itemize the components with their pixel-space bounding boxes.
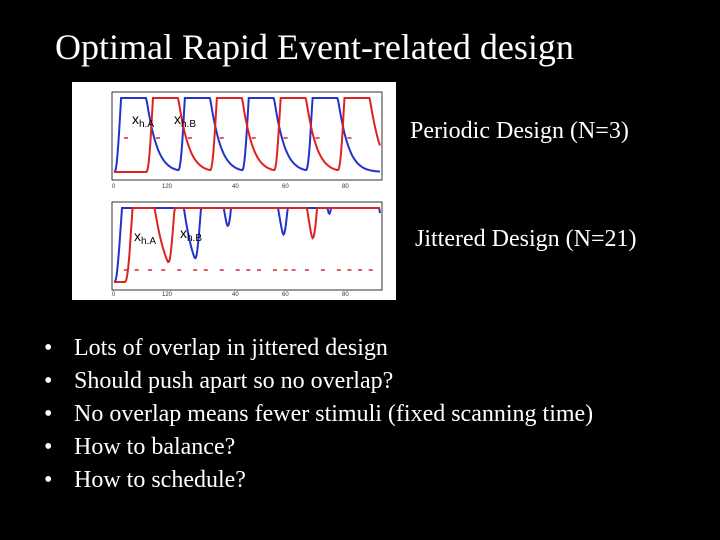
bullet-dot: • (44, 401, 53, 427)
periodic-xtick: 40 (232, 184, 239, 190)
response-plots-figure (72, 82, 396, 300)
periodic-xtick: 120 (162, 184, 173, 190)
periodic-label-b: $x_{h.B}$ (174, 111, 197, 130)
periodic-xtick: 60 (282, 184, 289, 190)
jittered-xtick: 60 (282, 292, 289, 298)
bullet-dot: • (44, 467, 53, 493)
bullet-item (44, 431, 593, 464)
bullet-dot: • (44, 368, 53, 394)
bullet-text: How to schedule? (74, 467, 246, 493)
jittered-xtick: 80 (342, 292, 349, 298)
periodic-xtick: 80 (342, 184, 349, 190)
slide-title: Optimal Rapid Event-related design (55, 27, 574, 67)
periodic-plot (112, 92, 382, 190)
bullet-text: Lots of overlap in jittered design (74, 335, 388, 361)
periodic-design-caption: Periodic Design (N=3) (410, 118, 629, 144)
jittered-xtick: 40 (232, 292, 239, 298)
periodic-xtick: 0 (112, 184, 116, 190)
bullet-text: Should push apart so no overlap? (74, 368, 394, 394)
bullet-dot: • (44, 335, 53, 361)
jittered-plot (112, 202, 382, 298)
bullet-item (44, 365, 593, 398)
jittered-design-caption: Jittered Design (N=21) (415, 226, 637, 252)
periodic-label-a: $x_{h.A}$ (132, 111, 155, 130)
bullet-text: How to balance? (74, 434, 236, 460)
bullet-item (44, 464, 593, 497)
jittered-label-a: $x_{h.A}$ (134, 228, 157, 247)
bullet-dot: • (44, 434, 53, 460)
jittered-xtick: 0 (112, 292, 116, 298)
bullet-item (44, 332, 593, 365)
jittered-label-b: $x_{h.B}$ (180, 225, 203, 244)
bullet-list (44, 332, 593, 497)
plots-svg (72, 82, 396, 300)
bullet-item (44, 398, 593, 431)
jittered-xtick: 120 (162, 292, 173, 298)
bullet-text: No overlap means fewer stimuli (fixed scanning time) (74, 401, 594, 427)
